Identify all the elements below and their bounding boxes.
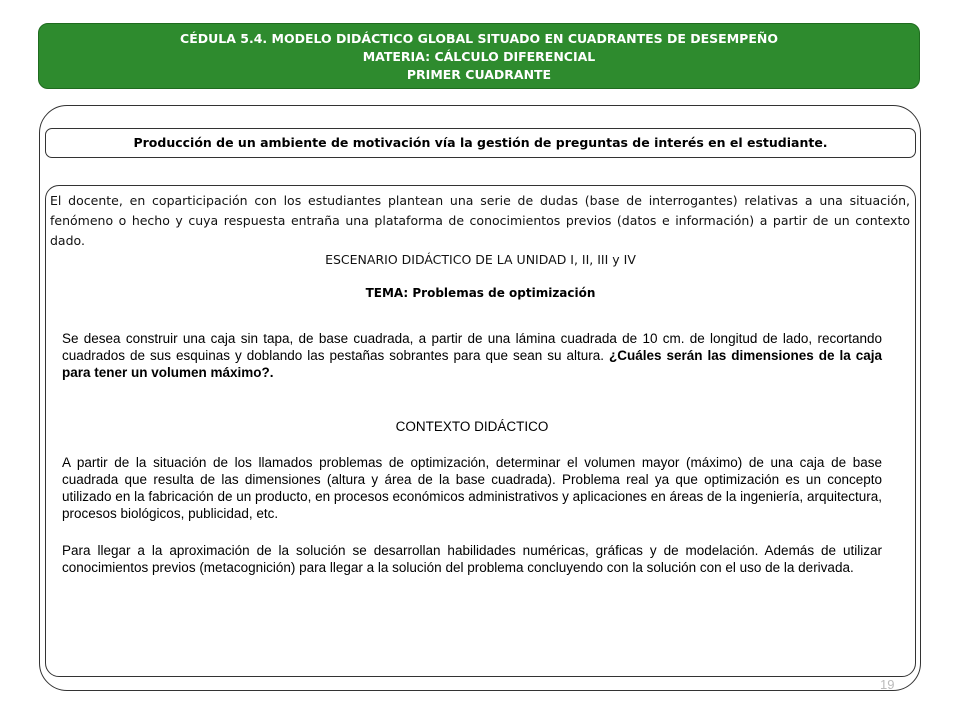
header-subject: MATERIA: CÁLCULO DIFERENCIAL — [362, 49, 596, 64]
contexto-paragraph-1: A partir de la situación de los llamados problemas de optimización, determinar el volumen mayor (máximo) de una caja de base cuadrada que resulta de las dimensiones (altura y área de la base cuadrada). Problema real ya que optimización es un concepto utilizado en la fabricación de un producto, en procesos económicos administrativos y aplicaciones en áreas de la ingeniería, arquitectura, procesos biológicos, publicidad, etc. — [62, 455, 882, 521]
header-quadrant: PRIMER CUADRANTE — [406, 67, 552, 82]
problem-statement — [62, 330, 882, 381]
contexto-title: CONTEXTO DIDÁCTICO — [395, 419, 549, 434]
tema-heading: TEMA: Problemas de optimización — [365, 286, 596, 300]
page-number: 19 — [880, 677, 895, 692]
contexto-paragraph-2: Para llegar a la aproximación de la solución se desarrollan habilidades numéricas, gráficas y de modelación. Además de utilizar conocimientos previos (metacognición) para llegar a la solución del problema concluyendo con la solución con el uso de la derivada. — [62, 543, 882, 575]
escenario-heading: ESCENARIO DIDÁCTICO DE LA UNIDAD I, II, III y IV — [325, 252, 636, 267]
intro-paragraph: El docente, en coparticipación con los estudiantes plantean una serie de dudas (base de interrogantes) relativas a una situación, fenómeno o hecho y cuya respuesta entraña una plataforma de conocimientos previos (datos e información) a partir de un contexto dado. — [50, 193, 910, 248]
problem-text: Se desea construir una caja sin tapa, de base cuadrada, a partir de una lámina cuadrada de 10 cm. de longitud de lado, recortando cuadrados de sus esquinas y doblando las pestañas sobrantes para que sean su altura. — [62, 331, 882, 363]
header-title: CÉDULA 5.4. MODELO DIDÁCTICO GLOBAL SITUADO EN CUADRANTES DE DESEMPEÑO — [180, 31, 778, 46]
problem-question: ¿Cuáles serán las dimensiones de la caja para tener un volumen máximo?. — [62, 348, 883, 380]
header-banner — [38, 23, 920, 89]
objective-banner: Producción de un ambiente de motivación vía la gestión de preguntas de interés en el estudiante. — [45, 128, 916, 158]
